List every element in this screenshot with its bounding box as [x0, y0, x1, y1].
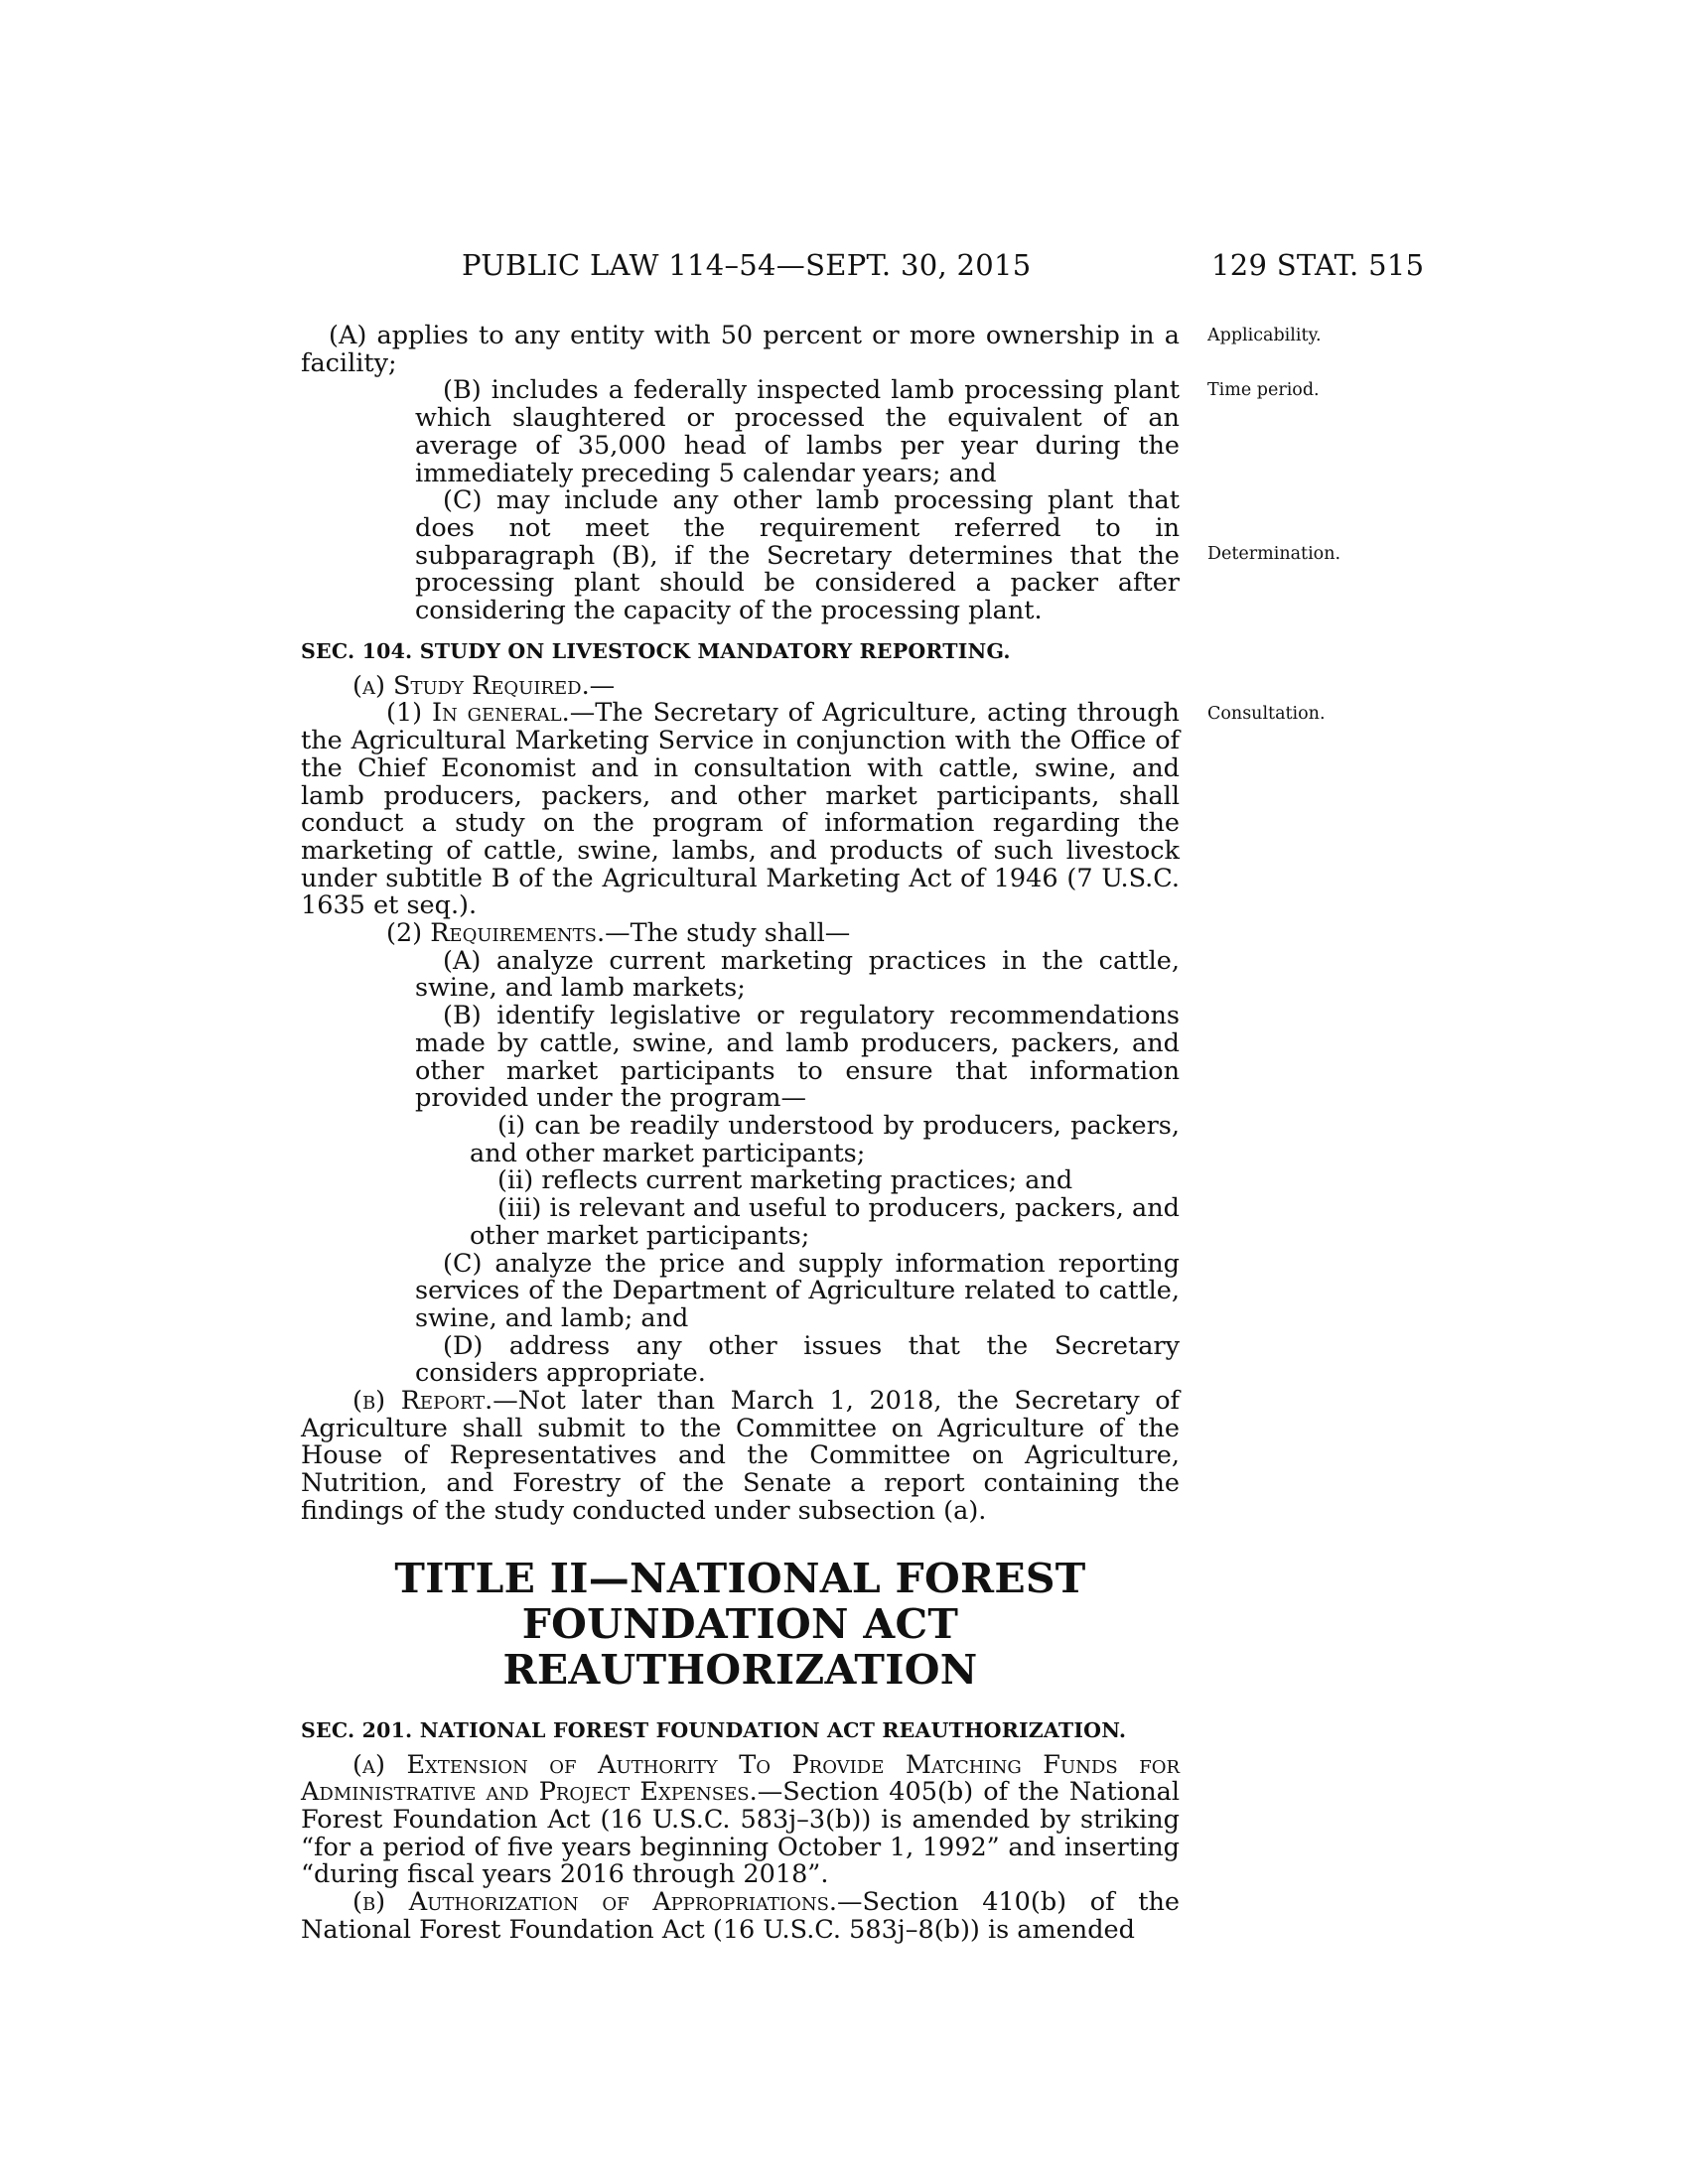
section-201-subsection-b [301, 1889, 1180, 1944]
section-201-heading: SEC. 201. NATIONAL FOREST FOUNDATION ACT REAUTHORIZATION. [301, 1717, 1127, 1742]
subsection-b-report [301, 1388, 1180, 1526]
paragraph-text: —Not later than March 1, 2018, the Secretary of Agriculture shall submit to the Committee on Agriculture of the House of Representatives and the Committee on Agriculture, Nutrition, and Forestry of the Senate a report containing the findings of the study conducted under subsection (a). [301, 1386, 1180, 1526]
margin-note-applicability: Applicability. [1207, 326, 1322, 345]
margin-note-consultation: Consultation. [1207, 704, 1326, 724]
title-line-1: TITLE II—NATIONAL FOREST [394, 1554, 1086, 1602]
subsection-label: (b) Authorization of Appropriations. [352, 1887, 838, 1918]
margin-note-determination: Determination. [1207, 544, 1341, 564]
paragraph-text: (B) identify legislative or regulatory recommendations made by cattle, swine, and lamb producers, packers, and other market participants to ensure that information provided under the program— [415, 1001, 1180, 1114]
clause-iii [301, 1195, 1180, 1250]
clause-ii [301, 1167, 1180, 1195]
paragraph-text: (B) includes a federally inspected lamb processing plant which slaughtered or processed the equivalent of an average of 35,000 head of lambs per year during the immediately preceding 5 calendar years; and [415, 375, 1180, 488]
paragraph-text: (A) analyze current marketing practices in the cattle, swine, and lamb markets; [415, 945, 1180, 1004]
paragraph-label: (1) In general. [386, 698, 570, 729]
paragraph-text: (iii) is relevant and useful to producers, packers, and other market participants; [470, 1193, 1180, 1251]
clause-i [301, 1110, 1180, 1168]
title-line-2: FOUNDATION ACT REAUTHORIZATION [502, 1599, 978, 1694]
subparagraph-B [301, 1003, 1180, 1113]
subparagraph-D [301, 1330, 1180, 1389]
section-104-heading: SEC. 104. STUDY ON LIVESTOCK MANDATORY REPORTING. [301, 638, 1011, 663]
paragraph-text: —The Secretary of Agriculture, acting through the Agricultural Marketing Service in conjunction with the Office of the Chief Economist and in consultation with cattle, swine, and lamb producers, packers, and other market participants, shall conduct a study on the program of information regarding the marketing of cattle, swine, lambs, and products of such livestock under subtitle B of the Agricultural Marketing Act of 1946 (7 U.S.C. 1635 et seq.). [301, 698, 1180, 921]
subparagraph-A [301, 945, 1180, 1004]
paragraph-text: (i) can be readily understood by producers, packers, and other market participants; [470, 1110, 1180, 1168]
paragraph-text: (C) analyze the price and supply information reporting services of the Department of Agriculture related to cattle, swine, and lamb; and [415, 1248, 1180, 1333]
subsection-label: (a) Extension of Authority To Provide Matching Funds for Administrative and Project Expenses. [301, 1749, 1180, 1808]
paragraph-2-requirements [301, 920, 1180, 948]
section-201-subsection-a [301, 1749, 1180, 1890]
paragraph-c-other-plant [301, 487, 1180, 625]
subsection-label: (b) Report. [352, 1386, 493, 1417]
paragraph-text: (ii) reflects current marketing practices; and [497, 1165, 1073, 1196]
running-header-title: PUBLIC LAW 114–54—SEPT. 30, 2015 [462, 248, 1032, 282]
subsection-a-heading [301, 670, 1180, 701]
paragraph-1-in-general [301, 700, 1180, 920]
paragraph-text: (D) address any other issues that the Secretary considers appropriate. [415, 1330, 1180, 1389]
paragraph-a-applicability [187, 323, 1180, 377]
title-ii-heading [301, 1556, 1180, 1693]
paragraph-text: —The study shall— [605, 918, 851, 949]
subparagraph-C [301, 1248, 1180, 1333]
page-number: 129 STAT. 515 [1211, 248, 1425, 282]
paragraph-text: (A) applies to any entity with 50 percent or more ownership in a facility; [301, 321, 1180, 378]
subsection-label: (a) Study Required.— [352, 670, 616, 701]
paragraph-text: —Section 410(b) of the National Forest Foundation Act (16 U.S.C. 583j–8(b)) is amended [301, 1887, 1180, 1945]
paragraph-text: (C) may include any other lamb processing plant that does not meet the requirement referred to in subparagraph (B), if the Secretary determines that the processing plant should be considered a packer after considering the capacity of the processing plant. [415, 485, 1180, 626]
paragraph-text: —Section 405(b) of the National Forest Foundation Act (16 U.S.C. 583j–3(b)) is amended by striking “for a period of five years beginning October 1, 1992” and inserting “during fiscal years 2016 through 2018”. [301, 1777, 1180, 1890]
document-body [301, 323, 1180, 1944]
paragraph-label: (2) Requirements. [386, 918, 606, 949]
paragraph-b-lamb-plant [301, 377, 1180, 487]
margin-note-time-period: Time period. [1207, 380, 1320, 400]
